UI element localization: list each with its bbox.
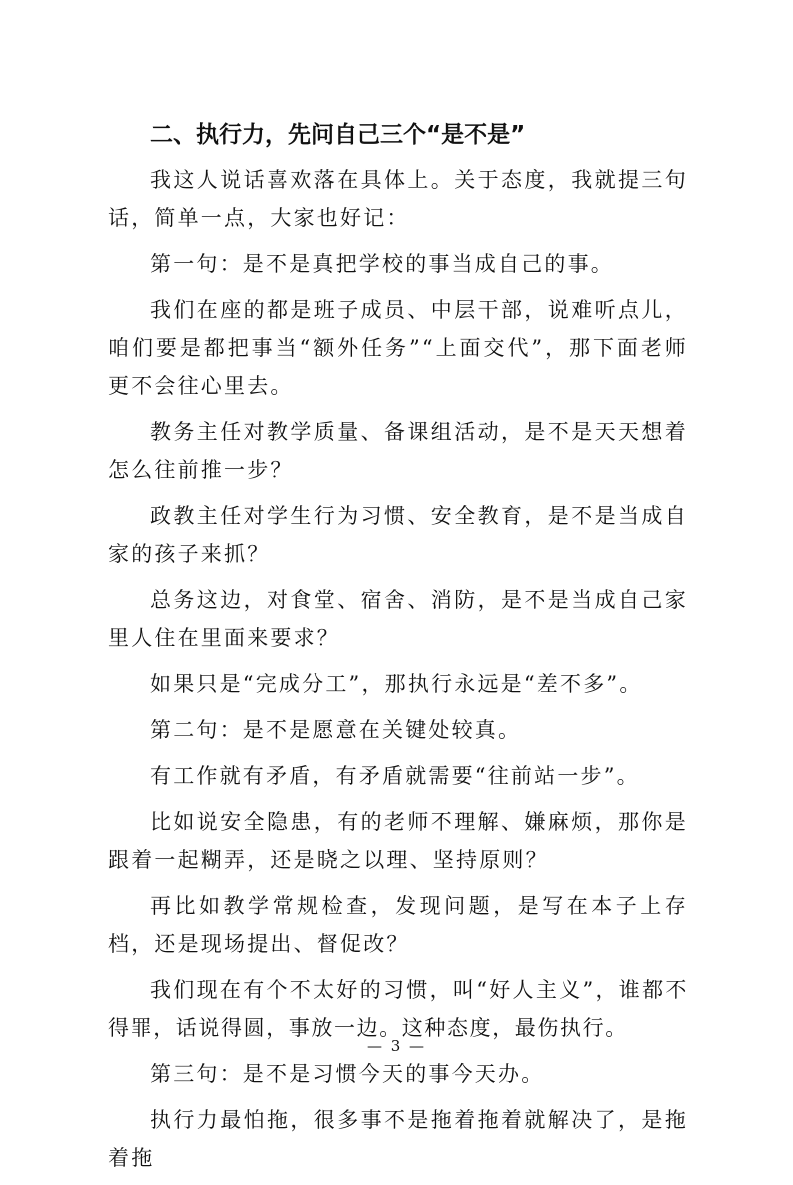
paragraph: 政教主任对学生行为习惯、安全教育，是不是当成自家的孩子来抓？ (108, 504, 688, 566)
section-heading: 二、执行力，先问自己三个“是不是” (150, 122, 526, 148)
paragraph: 总务这边，对食堂、宿舍、消防，是不是当成自己家里人住在里面来要求？ (108, 588, 688, 650)
paragraph: 比如说安全隐患，有的老师不理解、嫌麻烦，那你是跟着一起糊弄，还是晓之以理、坚持原则？ (108, 810, 688, 872)
paragraph: 如果只是“完成分工”，那执行永远是“差不多”。 (150, 672, 643, 696)
paragraph: 有工作就有矛盾，有矛盾就需要“往前站一步”。 (150, 764, 640, 788)
paragraph: 我这人说话喜欢落在具体上。关于态度，我就提三句话，简单一点，大家也好记： (108, 168, 688, 230)
body-text (108, 161, 688, 1185)
paragraph: 第二句：是不是愿意在关键处较真。 (150, 718, 522, 742)
paragraph: 教务主任对教学质量、备课组活动，是不是天天想着怎么往前推一步？ (108, 420, 688, 482)
paragraph: 执行力最怕拖，很多事不是拖着拖着就解决了，是拖着拖 (108, 1108, 688, 1170)
paragraph: 第一句：是不是真把学校的事当成自己的事。 (150, 252, 614, 276)
page-number: — 3 — (366, 1037, 427, 1055)
paragraph: 我们在座的都是班子成员、中层干部，说难听点儿，咱们要是都把事当“额外任务”“上面交代”，那下面老师更不会往心里去。 (108, 298, 688, 398)
paragraph: 再比如教学常规检查，发现问题，是写在本子上存档，还是现场提出、督促改？ (108, 894, 688, 956)
paragraph: 我们现在有个不太好的习惯，叫“好人主义”，谁都不得罪，话说得圆，事放一边。这种态度，最伤执行。 (108, 978, 688, 1040)
paragraph: 第三句：是不是习惯今天的事今天办。 (150, 1062, 545, 1086)
